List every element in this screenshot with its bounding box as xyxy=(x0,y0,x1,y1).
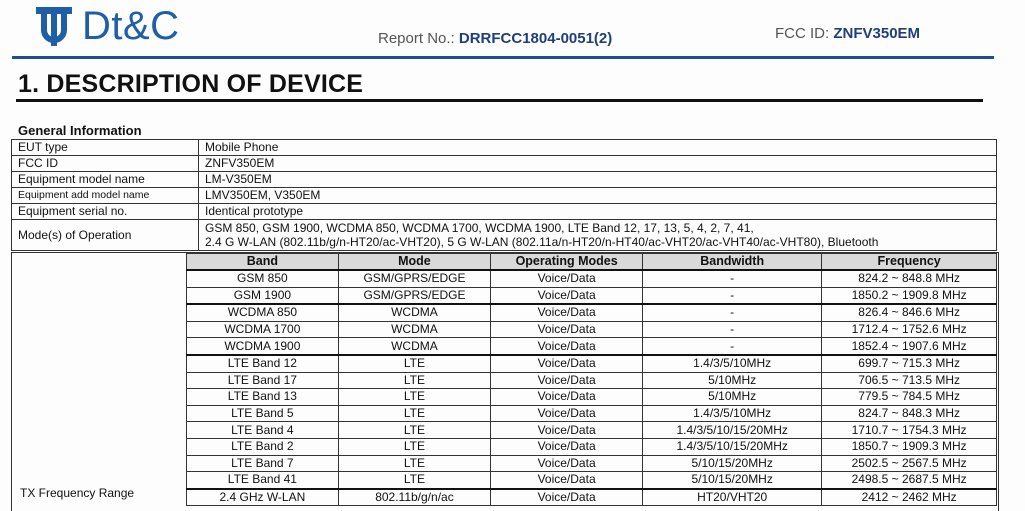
table-row xyxy=(187,472,997,489)
bandwidth-cell: 5/10MHz xyxy=(643,372,822,389)
info-value: ZNFV350EM xyxy=(199,156,997,172)
bandwidth-cell: - xyxy=(643,304,822,321)
operating-mode-cell: Voice/Data xyxy=(491,405,643,422)
table-row xyxy=(187,355,997,372)
col-header-frequency: Frequency xyxy=(822,254,997,271)
table-row xyxy=(187,304,997,321)
logo-text: Dt&C xyxy=(82,4,180,48)
mode-cell: LTE xyxy=(338,438,490,455)
operating-mode-cell: Voice/Data xyxy=(491,321,643,338)
band-cell: LTE Band 13 xyxy=(187,389,339,406)
table-row xyxy=(12,220,997,251)
band-cell: LTE Band 7 xyxy=(187,455,339,472)
fcc-label: FCC ID: xyxy=(775,25,830,42)
band-cell: LTE Band 17 xyxy=(187,372,339,389)
col-header-band: Band xyxy=(187,254,339,271)
mode-cell: LTE xyxy=(338,422,490,439)
table-row xyxy=(187,389,997,406)
table-row xyxy=(187,455,997,472)
frequency-cell: 824.2 ~ 848.8 MHz xyxy=(822,270,997,287)
col-header-operating-modes: Operating Modes xyxy=(491,254,643,271)
operating-mode-cell: Voice/Data xyxy=(491,270,643,287)
header-divider xyxy=(12,56,994,59)
band-cell: LTE Band 12 xyxy=(187,355,339,372)
table-row xyxy=(187,321,997,338)
operating-mode-cell: Voice/Data xyxy=(491,455,643,472)
info-value: Mobile Phone xyxy=(199,140,997,156)
operating-mode-cell: Voice/Data xyxy=(491,422,643,439)
title-underline xyxy=(16,99,983,102)
operating-mode-cell: Voice/Data xyxy=(491,389,643,406)
frequency-cell: 1710.7 ~ 1754.3 MHz xyxy=(822,422,997,439)
band-cell: GSM 1900 xyxy=(187,287,339,304)
frequency-cell: 826.4 ~ 846.6 MHz xyxy=(822,304,997,321)
operating-mode-cell: Voice/Data xyxy=(491,338,643,355)
frequency-cell: 2498.5 ~ 2687.5 MHz xyxy=(822,472,997,489)
dtc-logo-icon xyxy=(32,4,76,48)
info-label: Equipment serial no. xyxy=(12,204,199,220)
modes-line-2: 2.4 G W-LAN (802.11b/g/n-HT20/ac-VHT20), 5 G W-LAN (802.11a/n-HT20/n-HT40/ac-VHT20/ac-VHT40/ac-VHT80), Bluetooth xyxy=(205,235,879,249)
table-row xyxy=(12,172,997,188)
report-number xyxy=(378,30,612,47)
table-row xyxy=(187,338,997,355)
operating-mode-cell: Voice/Data xyxy=(491,372,643,389)
frequency-cell: 706.5 ~ 713.5 MHz xyxy=(822,372,997,389)
mode-cell: 802.11b/g/n/ac xyxy=(338,489,490,506)
tx-frequency-table xyxy=(186,253,997,506)
band-cell: LTE Band 41 xyxy=(187,472,339,489)
table-row xyxy=(187,372,997,389)
mode-cell: LTE xyxy=(338,372,490,389)
band-cell: GSM 850 xyxy=(187,270,339,287)
info-value: LM-V350EM xyxy=(199,172,997,188)
table-row xyxy=(187,438,997,455)
company-logo xyxy=(32,4,180,48)
report-label: Report No.: xyxy=(378,30,455,47)
mode-cell: WCDMA xyxy=(338,338,490,355)
col-header-bandwidth: Bandwidth xyxy=(643,254,822,271)
operating-mode-cell: Voice/Data xyxy=(491,304,643,321)
info-label: Equipment model name xyxy=(12,172,199,188)
col-header-mode: Mode xyxy=(338,254,490,271)
mode-cell: LTE xyxy=(338,472,490,489)
frequency-cell: 1850.7 ~ 1909.3 MHz xyxy=(822,438,997,455)
bandwidth-cell: 1.4/3/5/10/15/20MHz xyxy=(643,438,822,455)
fcc-id-header xyxy=(775,25,920,42)
bandwidth-cell: 1.4/3/5/10MHz xyxy=(643,355,822,372)
info-value: LMV350EM, V350EM xyxy=(199,188,997,204)
table-row xyxy=(12,188,997,204)
band-cell: WCDMA 1700 xyxy=(187,321,339,338)
frequency-cell: 699.7 ~ 715.3 MHz xyxy=(822,355,997,372)
info-label: EUT type xyxy=(12,140,199,156)
table-row xyxy=(12,156,997,172)
general-info-table xyxy=(11,139,997,251)
operating-mode-cell: Voice/Data xyxy=(491,472,643,489)
operating-mode-cell: Voice/Data xyxy=(491,438,643,455)
mode-cell: LTE xyxy=(338,389,490,406)
frequency-cell: 2502.5 ~ 2567.5 MHz xyxy=(822,455,997,472)
bandwidth-cell: 5/10/15/20MHz xyxy=(643,472,822,489)
mode-cell: WCDMA xyxy=(338,304,490,321)
bandwidth-cell: - xyxy=(643,321,822,338)
frequency-cell: 1852.4 ~ 1907.6 MHz xyxy=(822,338,997,355)
operating-mode-cell: Voice/Data xyxy=(491,489,643,506)
mode-cell: WCDMA xyxy=(338,321,490,338)
report-value: DRRFCC1804-0051(2) xyxy=(458,30,613,47)
band-cell: 2.4 GHz W-LAN xyxy=(187,489,339,506)
table-row xyxy=(12,140,997,156)
info-value: Identical prototype xyxy=(199,204,997,220)
frequency-cell: 779.5 ~ 784.5 MHz xyxy=(822,389,997,406)
bandwidth-cell: - xyxy=(643,287,822,304)
modes-value xyxy=(199,220,997,251)
info-label: Equipment add model name xyxy=(12,188,199,204)
operating-mode-cell: Voice/Data xyxy=(491,287,643,304)
operating-mode-cell: Voice/Data xyxy=(491,355,643,372)
bandwidth-cell: - xyxy=(643,338,822,355)
band-cell: LTE Band 5 xyxy=(187,405,339,422)
table-header-row xyxy=(187,254,997,271)
bandwidth-cell: 5/10MHz xyxy=(643,389,822,406)
bandwidth-cell: HT20/VHT20 xyxy=(643,489,822,506)
band-cell: WCDMA 850 xyxy=(187,304,339,321)
band-cell: WCDMA 1900 xyxy=(187,338,339,355)
frequency-cell: 2412 ~ 2462 MHz xyxy=(822,489,997,506)
tx-frequency-label: TX Frequency Range xyxy=(20,486,135,500)
info-label: FCC ID xyxy=(12,156,199,172)
bandwidth-cell: - xyxy=(643,270,822,287)
frequency-cell: 824.7 ~ 848.3 MHz xyxy=(822,405,997,422)
frequency-cell: 1712.4 ~ 1752.6 MHz xyxy=(822,321,997,338)
fcc-value: ZNFV350EM xyxy=(833,25,921,42)
table-row xyxy=(187,405,997,422)
general-info-heading: General Information xyxy=(18,123,142,138)
mode-cell: LTE xyxy=(338,405,490,422)
section-title: 1. DESCRIPTION OF DEVICE xyxy=(18,70,364,98)
modes-label: Mode(s) of Operation xyxy=(12,220,199,251)
table-row xyxy=(187,287,997,304)
mode-cell: LTE xyxy=(338,355,490,372)
band-cell: LTE Band 2 xyxy=(187,438,339,455)
mode-cell: GSM/GPRS/EDGE xyxy=(338,287,490,304)
band-cell: LTE Band 4 xyxy=(187,422,339,439)
bandwidth-cell: 1.4/3/5/10MHz xyxy=(643,405,822,422)
frequency-cell: 1850.2 ~ 1909.8 MHz xyxy=(822,287,997,304)
table-row xyxy=(187,489,997,506)
mode-cell: LTE xyxy=(338,455,490,472)
mode-cell: GSM/GPRS/EDGE xyxy=(338,270,490,287)
bandwidth-cell: 5/10/15/20MHz xyxy=(643,455,822,472)
table-row xyxy=(12,204,997,220)
modes-line-1: GSM 850, GSM 1900, WCDMA 850, WCDMA 1700, WCDMA 1900, LTE Band 12, 17, 13, 5, 4, 2, 7, 41, xyxy=(205,221,754,235)
table-row xyxy=(187,422,997,439)
bandwidth-cell: 1.4/3/5/10/15/20MHz xyxy=(643,422,822,439)
table-row xyxy=(187,270,997,287)
